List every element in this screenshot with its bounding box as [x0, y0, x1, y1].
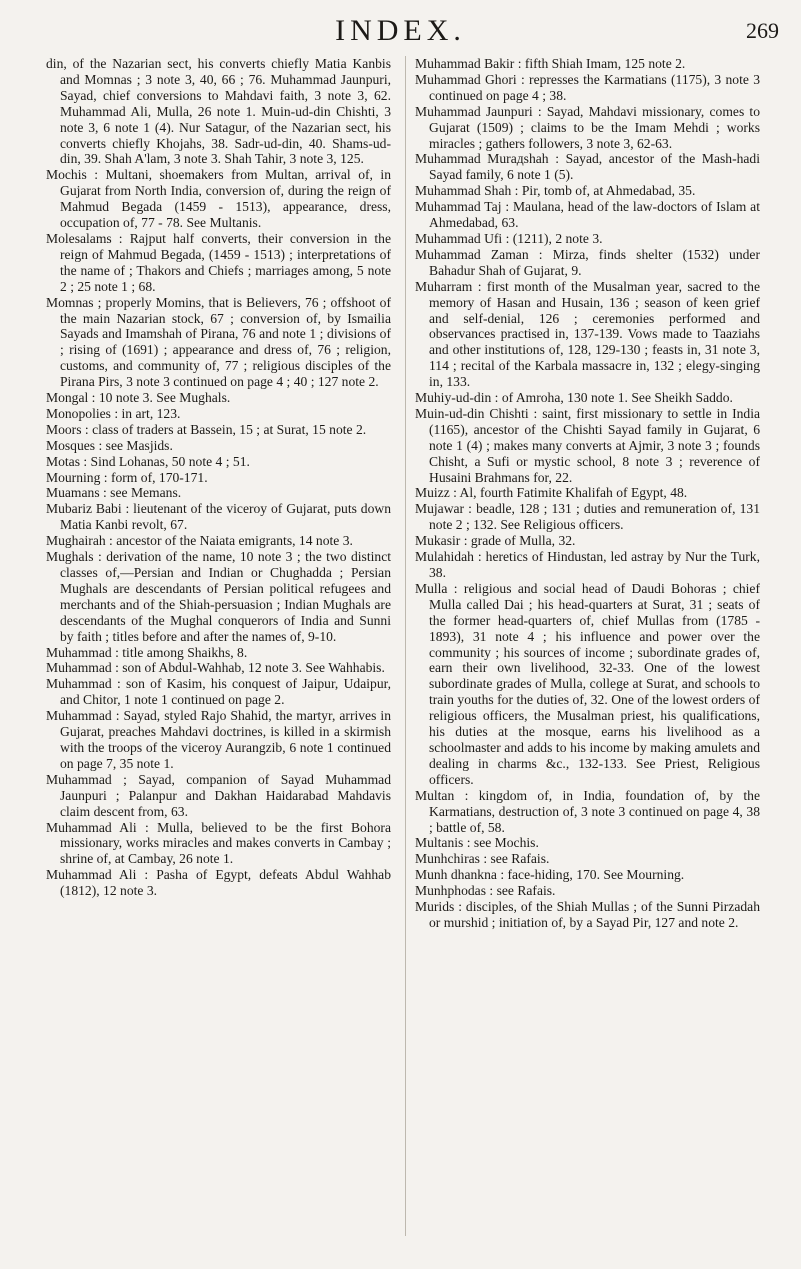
index-entry: Momnas ; properly Momins, that is Believers, 76 ; offshoot of the main Nazarian stock, 67 ; conversion of, by Ismailia Sayads and Imamshah of Pirana, 76 and note 1 ; divisions of ; rising of (1691) ; appearance and dress of, 76 ; religion, customs, and community of, 77 ; religious disciples of the Pirana Pirs, 3 note 3 continued on page 4 ; 40 ; 127 note 2. — [46, 294, 391, 390]
page-title: INDEX. — [335, 14, 466, 47]
index-entry: Motas : Sind Lohanas, 50 note 4 ; 51. — [46, 453, 250, 469]
index-entry: Moors : class of traders at Bassein, 15 ; at Surat, 15 note 2. — [46, 421, 367, 437]
index-entry: Mulahidah : heretics of Hindustan, led astray by Nur the Turk, 38. — [415, 549, 760, 580]
index-entry: Muhiy-ud-din : of Amroha, 130 note 1. See Sheikh Saddo. — [415, 390, 733, 406]
index-entry: Muhammad Ghori : represses the Karmatians (1175), 3 note 3 continued on page 4 ; 38. — [415, 71, 760, 103]
index-entry: din, of the Nazarian sect, his converts chiefly Matia Kanbis and Momnas ; 3 note 3, 40, 66 ; 76. Muhammad Jaunpuri, Sayad, chief conversions to Mahdavi faith, 3 note 3, 62. Muhammad Ali, Mulla, 26 note 1. Muin-ud-din Chishti, 3 note 3, 6 note 1 (4). Nur Satagur, of the Nazarian sect, his converts chiefly Khojahs, 38. Sadr-ud-din, 40. Shams-ud-din, 39. Shah A'lam, 3 note 3. Shah Tahir, 3 note 3, 125. — [46, 56, 391, 167]
index-entry: Mourning : form of, 170-171. — [46, 469, 208, 485]
index-entry: Muhammad : son of Abdul-Wahhab, 12 note 3. See Wahhabis. — [46, 660, 385, 676]
column-divider — [405, 56, 406, 1236]
index-entry: Mughairah : ancestor of the Naiata emigrants, 14 note 3. — [46, 533, 353, 549]
index-entry: Mongal : 10 note 3. See Mughals. — [46, 390, 231, 406]
index-entry: Mochis : Multani, shoemakers from Multan, arrival of, in Gujarat from North India, conversion of, during the reign of Mahmud Begada (1459 - 1513), appearance, dress, occupation of, 77 - 78. See Multanis. — [46, 167, 391, 231]
index-entry: Mulla : religious and social head of Daudi Bohoras ; chief Mulla called Dai ; his head-quarters at Surat, 31 ; seats of the former head-quarters of, chief Mullas from (1785 - 1893), 31 note 4 ; his influence and power over the community ; his sources of income ; subordinate grades of, earn their own livelihood, 32-33. One of the lowest subordinate grades of Mulla, college at Surat, and schools to train youths for the duties of, 32. One of the lowest orders of religious officers, the Musalman priest, his qualifications, his duties at the mosque, earns his livelihood as a schoolmaster and adds to his income by making amulets and dealing in charms &c., 132-133. See Priest, Religious officers. — [415, 580, 760, 787]
index-entry: Muizz : Al, fourth Fatimite Khalifah of Egypt, 48. — [415, 485, 688, 501]
index-entry: Muhammad Jaunpuri : Sayad, Mahdavi missionary, comes to Gujarat (1509) ; claims to be the Imam Mehdi ; works miracles ; gathers followers, 3 note 3, 62-63. — [415, 103, 760, 151]
index-entry: Muhammad Murадshah : Sayad, ancestor of the Mash-hadi Sayad family, 6 note 1 (5). — [415, 151, 760, 183]
index-entry: Mujawar : beadle, 128 ; 131 ; duties and remuneration of, 131 note 2 ; 132. See Religious officers. — [415, 501, 760, 533]
page-header — [0, 14, 801, 54]
index-entry: Muamans : see Memans. — [46, 485, 182, 501]
index-entry: Mosques : see Masjids. — [46, 437, 173, 453]
index-entry: Molesalams : Rajput half converts, their conversion in the reign of Mahmud Begada, (1459 - 1513) ; interpretations of the name of ; Thakors and Chiefs ; marriages among, 5 note 2 ; 25 note 1 ; 68. — [46, 230, 391, 294]
index-entry: Muhammad ; Sayad, companion of Sayad Muhammad Jaunpuri ; Palanpur and Dakhan Haidarabad Mahdavis claim descent from, 63. — [46, 771, 391, 819]
index-entry: Multan : kingdom of, in India, foundation of, by the Karmatians, destruction of, 3 note 3 continued on page 4, 38 ; battle of, 58. — [415, 787, 760, 835]
index-entry: Muharram : first month of the Musalman year, sacred to the memory of Hasan and Husain, 136 ; season of keen grief and self-denial, 126 ; ceremonies performed and observances practised in, 137-139. Vows made to Taaziahs and other institutions of, 128, 129-130 ; feasts in, 31 note 3, 114 ; recital of the Karbala massacre in, 132 ; elegy-singing in, 133. — [415, 278, 760, 390]
index-entry: Muhammad Ufi : (1211), 2 note 3. — [415, 230, 603, 246]
index-entry: Muhammad Ali : Mulla, believed to be the first Bohora missionary, works miracles and makes converts in Cambay ; shrine of, at Cambay, 26 note 1. — [46, 819, 391, 867]
index-entry: Muhammad : title among Shaikhs, 8. — [46, 644, 248, 660]
index-entry: Muin-ud-din Chishti : saint, first missionary to settle in India (1165), ancestor of the Chishti Sayad family in Gujarat, 6 note 1 (4) ; makes many converts at Ajmir, 3 note 3 ; founds Chisht, a Sufi or mystic school, 8 note 3 ; reverence of Husaini Brahmans for, 22. — [415, 405, 760, 485]
index-entry: Munhphodas : see Rafais. — [415, 883, 556, 899]
index-entry: Munh dhankna : face-hiding, 170. See Mourning. — [415, 867, 685, 883]
index-entry: Munhchiras : see Rafais. — [415, 851, 550, 867]
index-entry: Muhammad : Sayad, styled Rajo Shahid, the martyr, arrives in Gujarat, preaches Mahdavi doctrines, is killed in a skirmish with the troops of the viceroy Aurangzib, 6 note 1 continued on page 7, 35 note 1. — [46, 708, 391, 771]
index-entry: Muhammad Zaman : Mirza, finds shelter (1532) under Bahadur Shah of Gujarat, 9. — [415, 246, 760, 278]
index-entry: Multanis : see Mochis. — [415, 835, 539, 851]
index-entry: Muhammad Shah : Pir, tomb of, at Ahmedabad, 35. — [415, 183, 696, 199]
index-entry: Muhammad : son of Kasim, his conquest of Jaipur, Udaipur, and Chitor, 1 note 1 continued on page 2. — [46, 676, 391, 708]
index-entry: Muhammad Bakir : fifth Shiah Imam, 125 note 2. — [415, 56, 686, 71]
index-entry: Monopolies : in art, 123. — [46, 405, 181, 421]
index-entry: Muhammad Taj : Maulana, head of the law-doctors of Islam at Ahmedabad, 63. — [415, 199, 760, 231]
page-number: 269 — [746, 18, 779, 43]
index-entry: Mughals : derivation of the name, 10 note 3 ; the two distinct classes of,—Persian and Indian or Chughadda ; Persian Mughals are descendants of Persian political refugees and merchants and of the Shiah-persuasion ; Indian Mughals are descendants of the Mughal conquerors of India and Sunni by faith ; titles before and after the names of, 9-10. — [46, 549, 391, 644]
index-column-left — [46, 56, 391, 1256]
index-entry: Muhammad Ali : Pasha of Egypt, defeats Abdul Wahhab (1812), 12 note 3. — [46, 867, 391, 899]
index-column-right — [415, 56, 760, 1256]
index-entry: Mubariz Babi : lieutenant of the viceroy of Gujarat, puts down Matia Kanbi revolt, 67. — [46, 501, 391, 533]
index-entry: Murids : disciples, of the Shiah Mullas ; of the Sunni Pirzadah or murshid ; initiation of, by a Sayad Pir, 127 and note 2. — [415, 899, 760, 930]
index-entry: Mukasir : grade of Mulla, 32. — [415, 533, 576, 549]
